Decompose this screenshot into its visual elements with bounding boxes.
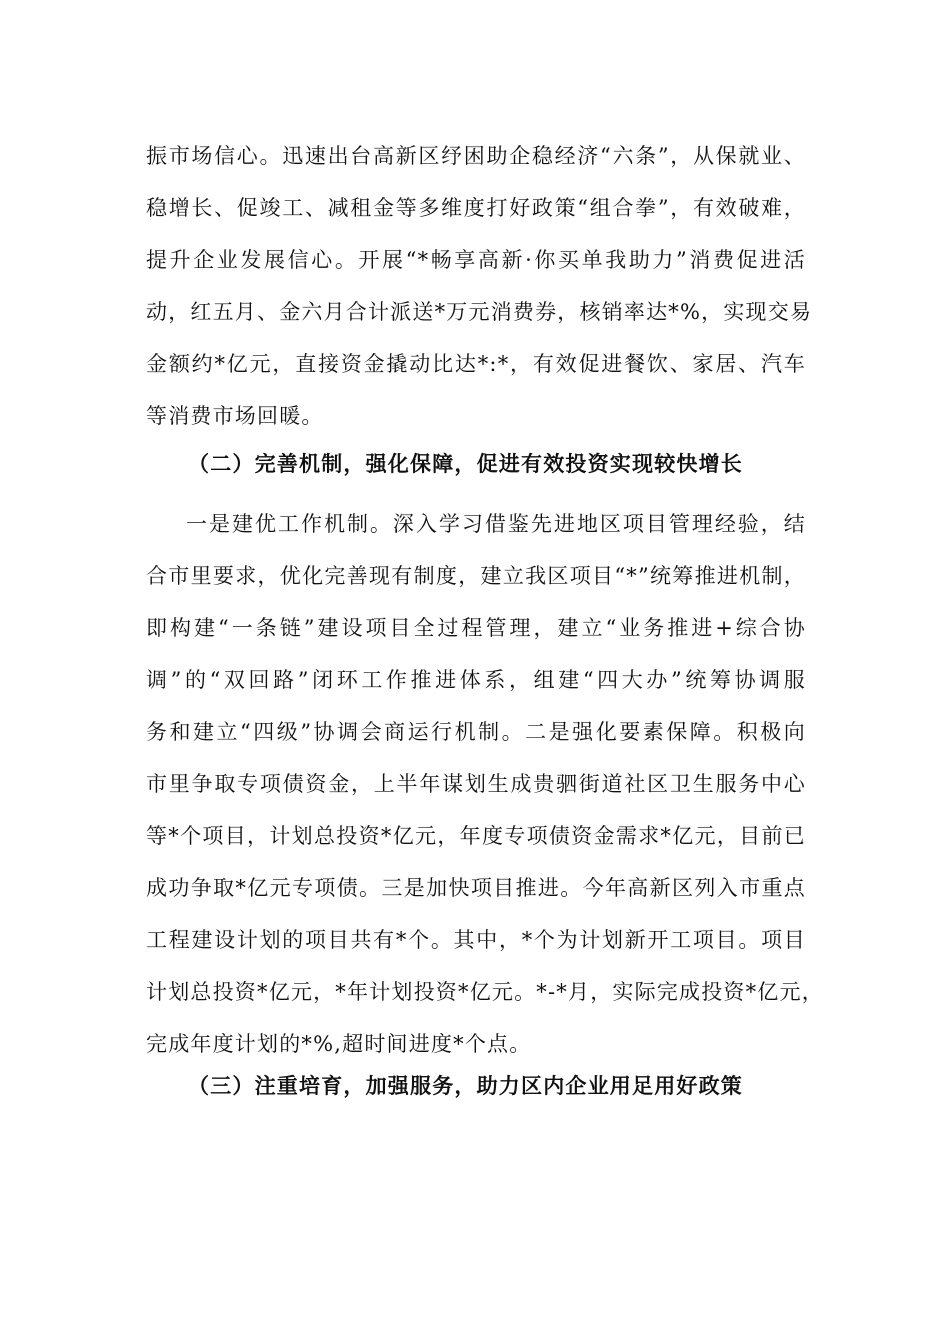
- section-heading-3: （三）注重培育，加强服务，助力区内企业用足用好政策: [188, 1073, 743, 1098]
- paragraph-line: 即构建“一条链”建设项目全过程管理，建立“业务推进+综合协: [146, 616, 806, 640]
- paragraph-line: 动，红五月、金六月合计派送*万元消费券，核销率达*%，实现交易: [146, 300, 813, 324]
- paragraph-line: 金额约*亿元，直接资金撬动比达*:*，有效促进餐饮、家居、汽车: [146, 352, 806, 376]
- paragraph-line-last: 等消费市场回暖。: [146, 404, 324, 428]
- paragraph-line-last: 完成年度计划的*%,超时间进度*个点。: [146, 1032, 532, 1056]
- paragraph-investment: [146, 498, 824, 1070]
- paragraph-market-confidence: [146, 130, 813, 442]
- paragraph-line: 合市里要求，优化完善现有制度，建立我区项目“*”统筹推进机制，: [146, 564, 806, 588]
- paragraph-line: 稳增长、促竣工、减租金等多维度打好政策“组合拳”，有效破难，: [146, 196, 806, 220]
- paragraph-line-first: 一是建优工作机制。深入学习借鉴先进地区项目管理经验，结: [186, 512, 806, 536]
- paragraph-line: 调”的“双回路”闭环工作推进体系，组建“四大办”统筹协调服: [146, 668, 806, 692]
- section-heading-2: （二）完善机制，强化保障，促进有效投资实现较快增长: [188, 451, 743, 476]
- paragraph-line: 振市场信心。迅速出台高新区纾困助企稳经济“六条”，从保就业、: [146, 144, 806, 168]
- paragraph-line: 计划总投资*亿元，*年计划投资*亿元。*-*月，实际完成投资*亿元，: [146, 980, 824, 1004]
- paragraph-line: 提升企业发展信心。开展“*畅享高新·你买单我助力”消费促进活: [146, 248, 806, 272]
- paragraph-line: 市里争取专项债资金，上半年谋划生成贵驷街道社区卫生服务中心: [146, 772, 806, 796]
- paragraph-line: 等*个项目，计划总投资*亿元，年度专项债资金需求*亿元，目前已: [146, 824, 806, 848]
- paragraph-line: 工程建设计划的项目共有*个。其中，*个为计划新开工项目。项目: [146, 928, 806, 952]
- paragraph-line: 成功争取*亿元专项债。三是加快项目推进。今年高新区列入市重点: [146, 876, 806, 900]
- paragraph-line: 务和建立“四级”协调会商运行机制。二是强化要素保障。积极向: [146, 720, 806, 744]
